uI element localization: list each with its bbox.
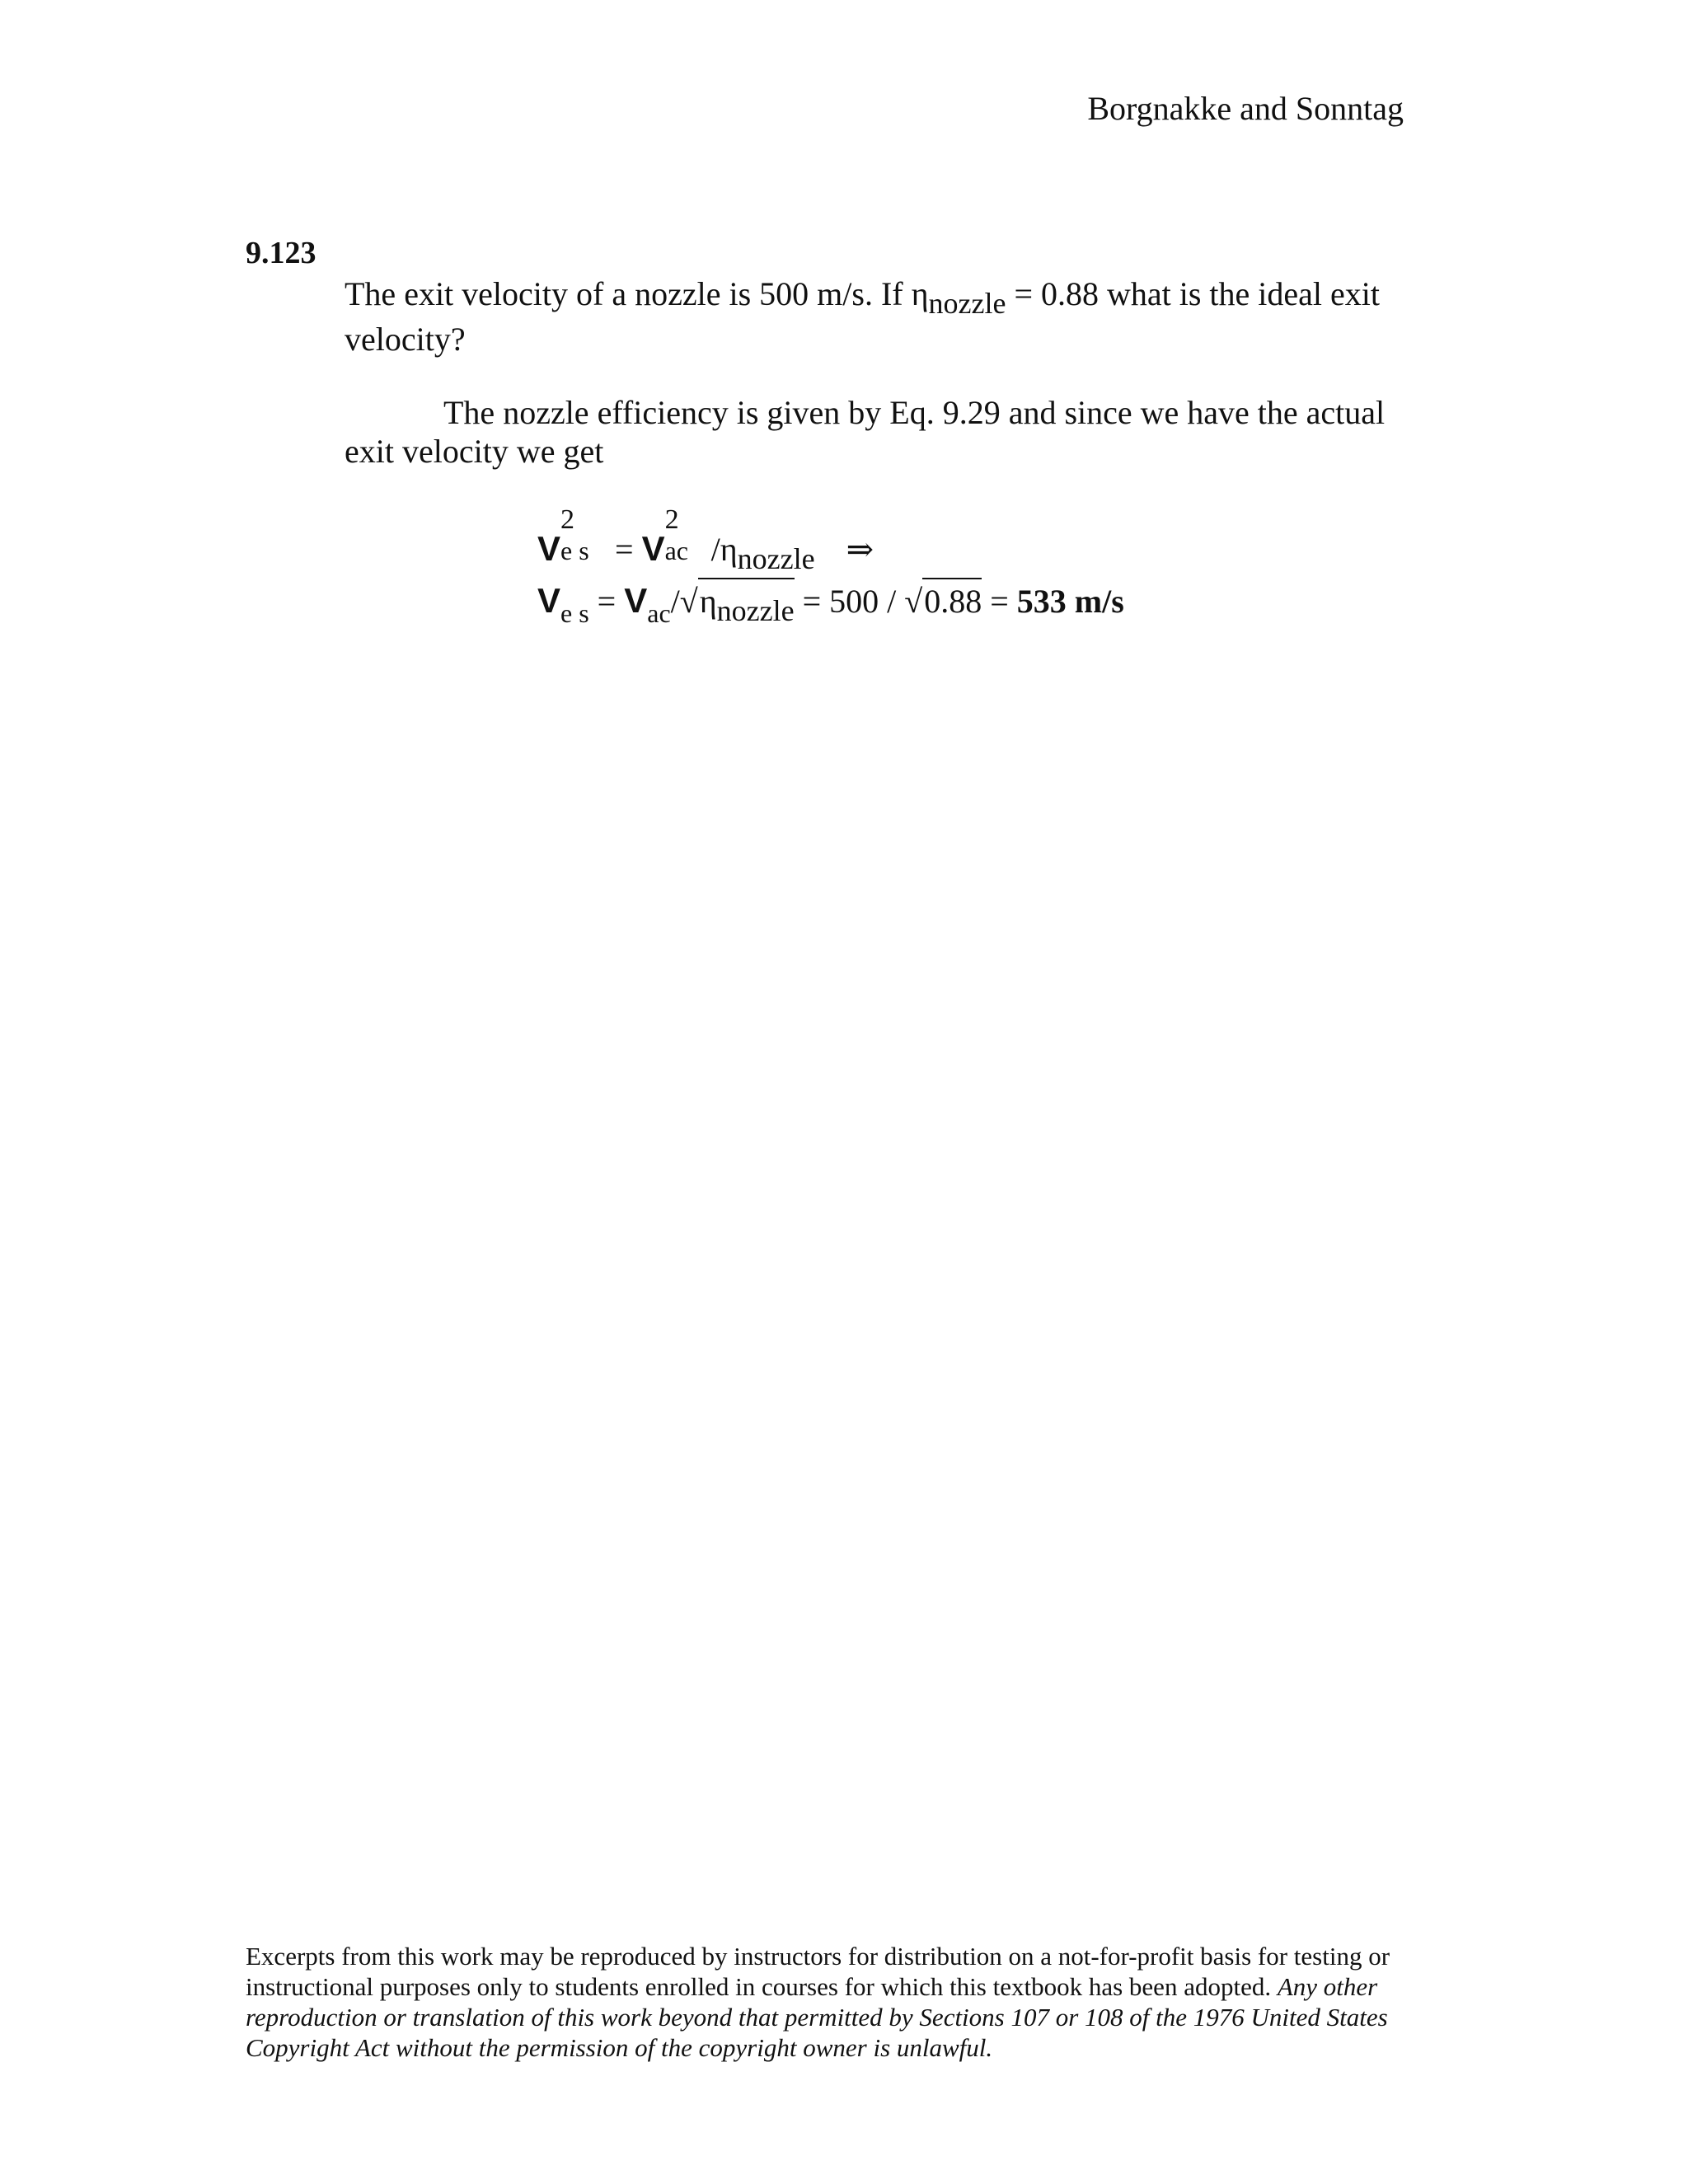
equals-sign: = — [588, 583, 625, 620]
solution-paragraph — [345, 393, 1416, 471]
eta-symbol: η — [911, 275, 929, 312]
square-root-value — [904, 585, 982, 618]
exponent: 2 — [560, 504, 575, 535]
eta-symbol: η — [720, 531, 738, 568]
velocity-symbol: V — [537, 529, 561, 568]
subscript-es: e s — [560, 598, 589, 628]
radical-sign-icon: √ — [904, 583, 923, 620]
copyright-footer — [246, 1941, 1432, 2063]
problem-text-end: = 0.88 what is the ideal exit velocity? — [345, 275, 1381, 358]
implies-arrow-icon: ⇒ — [846, 531, 874, 568]
velocity-symbol: V — [537, 581, 561, 620]
exponent-subscript-ac — [664, 504, 711, 565]
equals-sign: = — [982, 583, 1017, 620]
subscript-es: e s — [560, 536, 589, 565]
equation-line-2 — [537, 581, 1124, 628]
subscript-ac: ac — [647, 598, 671, 628]
square-root-eta — [679, 583, 795, 627]
eta-subscript: nozzle — [716, 594, 795, 627]
eta-symbol: η — [699, 583, 717, 620]
exponent-subscript-es — [560, 504, 607, 565]
eta-subscript: nozzle — [928, 287, 1006, 320]
slash: / — [670, 583, 680, 620]
equation-middle: = 500 / — [794, 583, 905, 620]
footer-text: Excerpts from this work may be reproduced by instructors for distribution on a not-for-profit basis for testing or instructional purposes only to students enrolled in courses for which this textbook has been adopted. — [246, 1942, 1390, 2001]
solution-text: The nozzle efficiency is given by Eq. 9.29 and since we have the actual exit velocity we get — [345, 394, 1386, 470]
slash: / — [710, 531, 720, 568]
problem-number: 9.123 — [246, 236, 316, 270]
radical-sign-icon: √ — [679, 583, 698, 620]
subscript-ac: ac — [664, 536, 688, 565]
velocity-symbol: V — [641, 529, 665, 568]
eta-subscript: nozzle — [737, 542, 815, 575]
problem-statement — [345, 272, 1416, 362]
problem-text-start: The exit velocity of a nozzle is 500 m/s. If — [345, 275, 912, 312]
result-value: 533 m/s — [1016, 583, 1124, 620]
equals-sign: = — [607, 531, 642, 568]
radicand-value: 0.88 — [922, 578, 982, 620]
radicand-eta — [698, 578, 795, 627]
equation-line-1 — [537, 504, 874, 575]
exponent: 2 — [664, 504, 679, 535]
header-author: Borgnakke and Sonntag — [1087, 90, 1404, 127]
footer-italic-text: Any other reproduction or translation of this work beyond that permitted by Sections 107 or 108 of the 1976 United States Copyright Act without the permission of the copyright owner is unlawful. — [246, 1972, 1388, 2062]
velocity-symbol: V — [624, 581, 648, 620]
